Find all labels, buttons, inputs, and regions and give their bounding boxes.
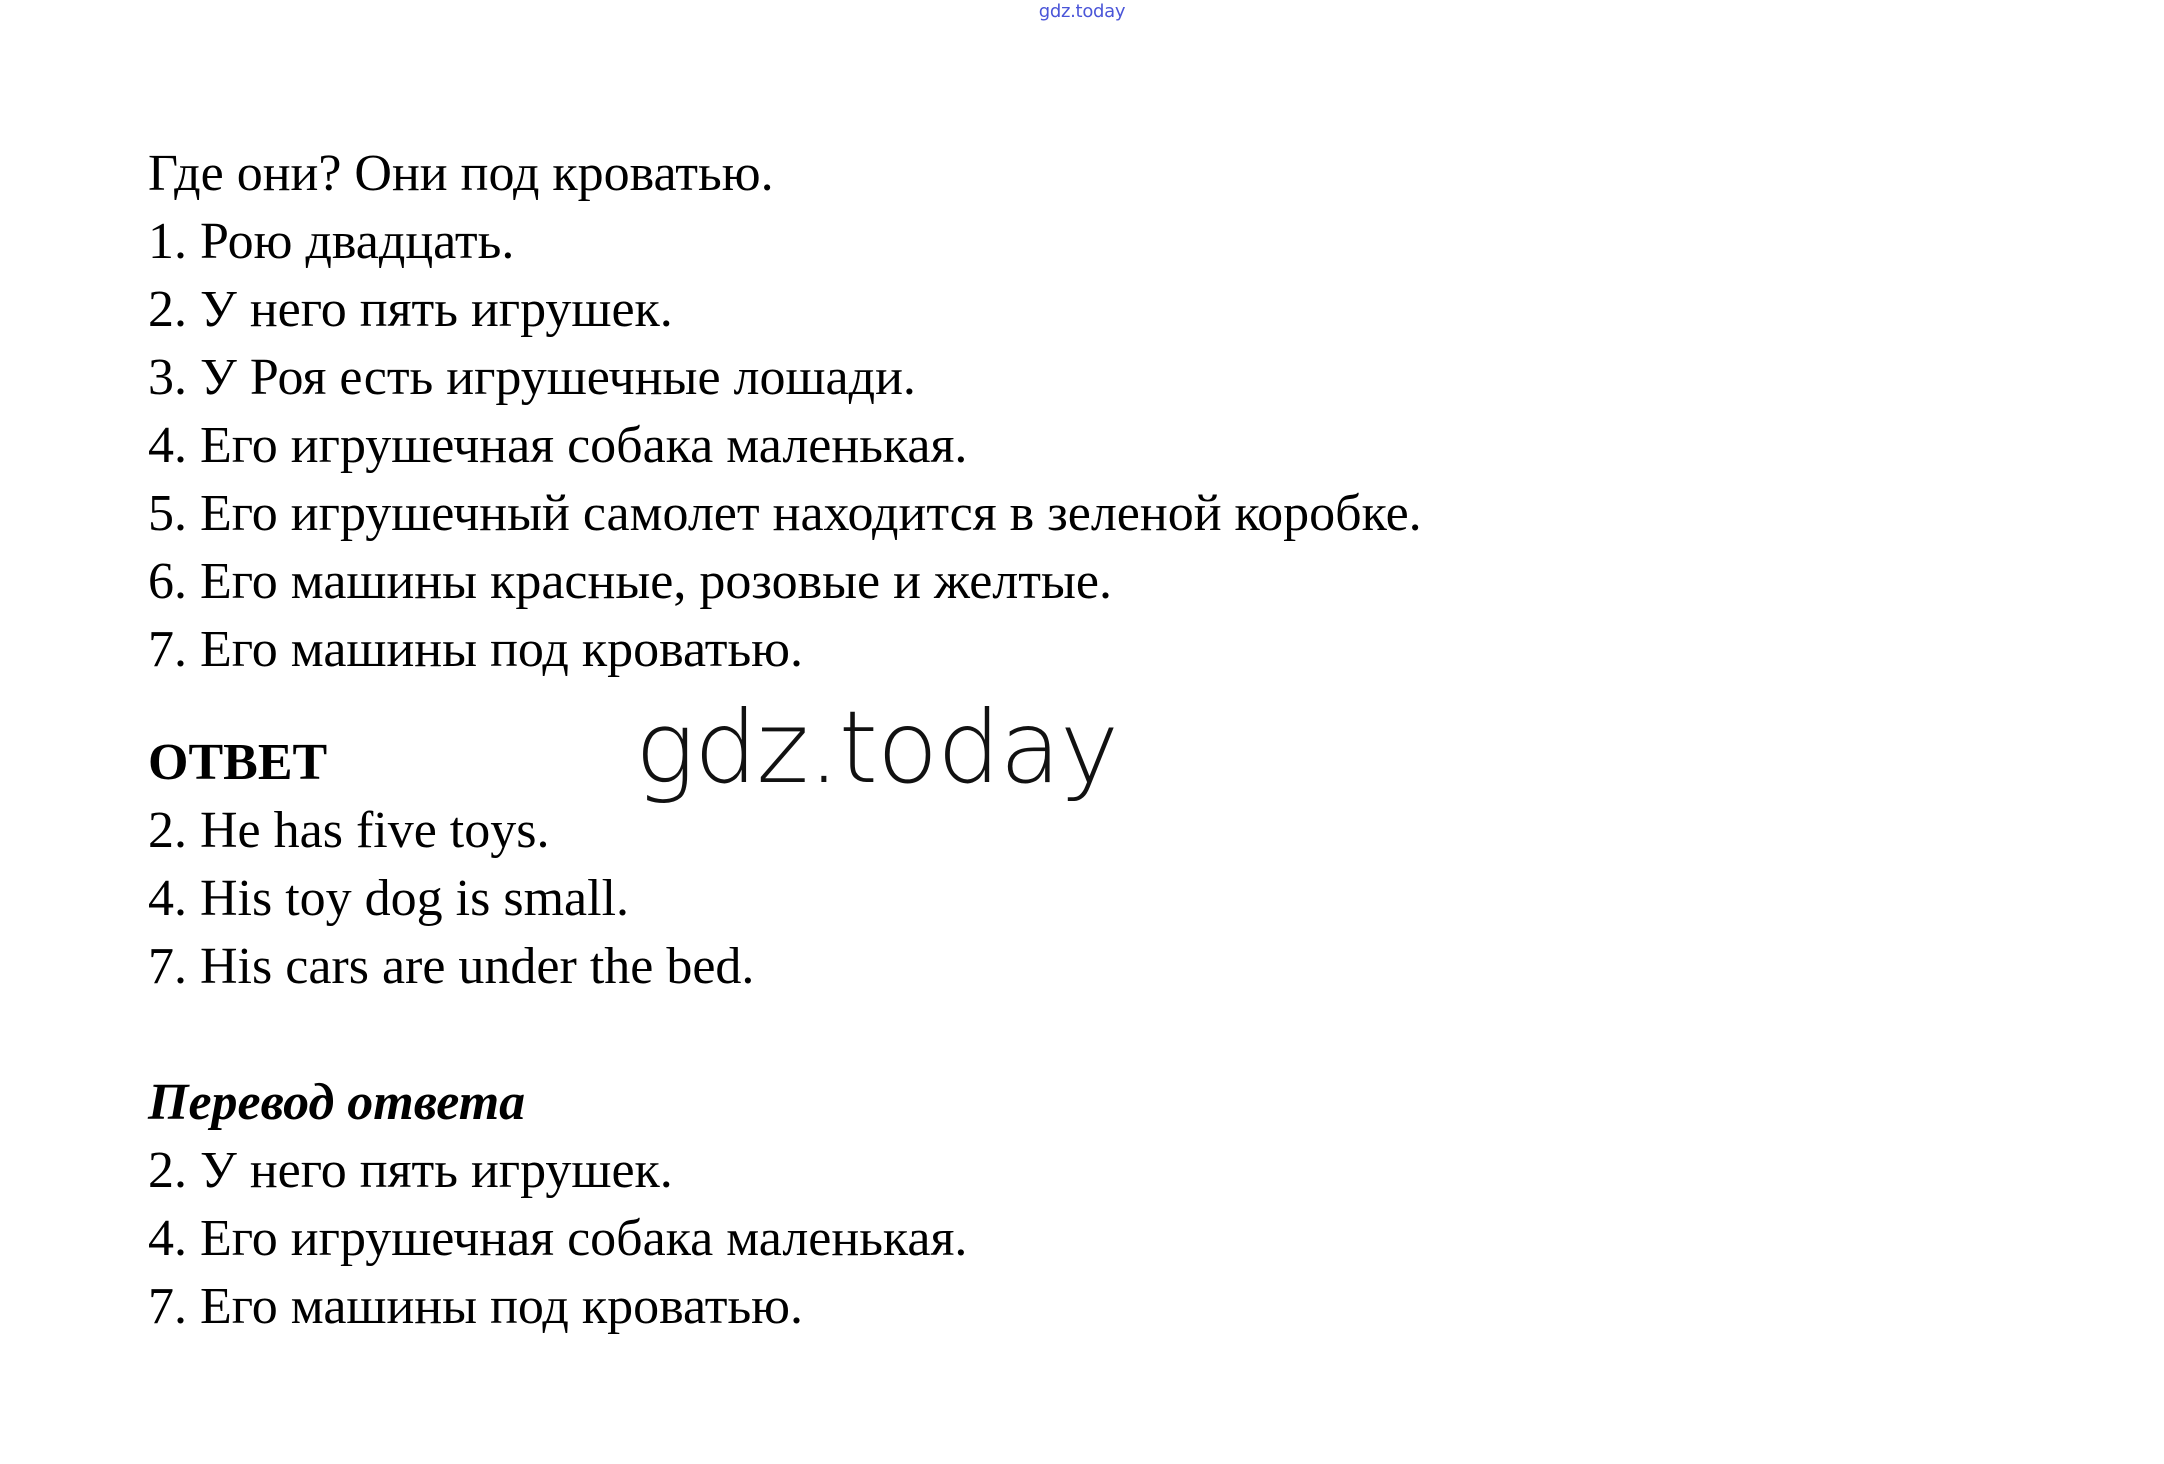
question-item: 4. Его игрушечная собака маленькая. [148,417,968,474]
question-item: 3. У Роя есть игрушечные лошади. [148,349,916,406]
question-item: 7. Его машины под кроватью. [148,621,804,678]
question-item: 2. У него пять игрушек. [148,281,673,338]
translation-item: 2. У него пять игрушек. [148,1142,673,1199]
answer-item: 4. His toy dog is small. [148,870,630,927]
answer-item: 7. His cars are under the bed. [148,938,755,995]
question-item: 1. Рою двадцать. [148,213,515,270]
center-watermark: gdz.today [635,689,1119,806]
spacer [148,1001,2048,1069]
question-item: 6. Его машины красные, розовые и желтые. [148,553,1112,610]
translation-item: 4. Его игрушечная собака маленькая. [148,1210,968,1267]
translation-heading: Перевод ответа [148,1074,526,1131]
translation-item: 7. Его машины под кроватью. [148,1278,804,1335]
answer-item: 2. He has five toys. [148,802,550,859]
question-item: 5. Его игрушечный самолет находится в зеленой коробке. [148,485,1422,542]
top-watermark: gdz.today [1038,1,1126,22]
answer-heading: ОТВЕТ [148,734,328,791]
question-intro: Где они? Они под кроватью. [148,145,774,202]
